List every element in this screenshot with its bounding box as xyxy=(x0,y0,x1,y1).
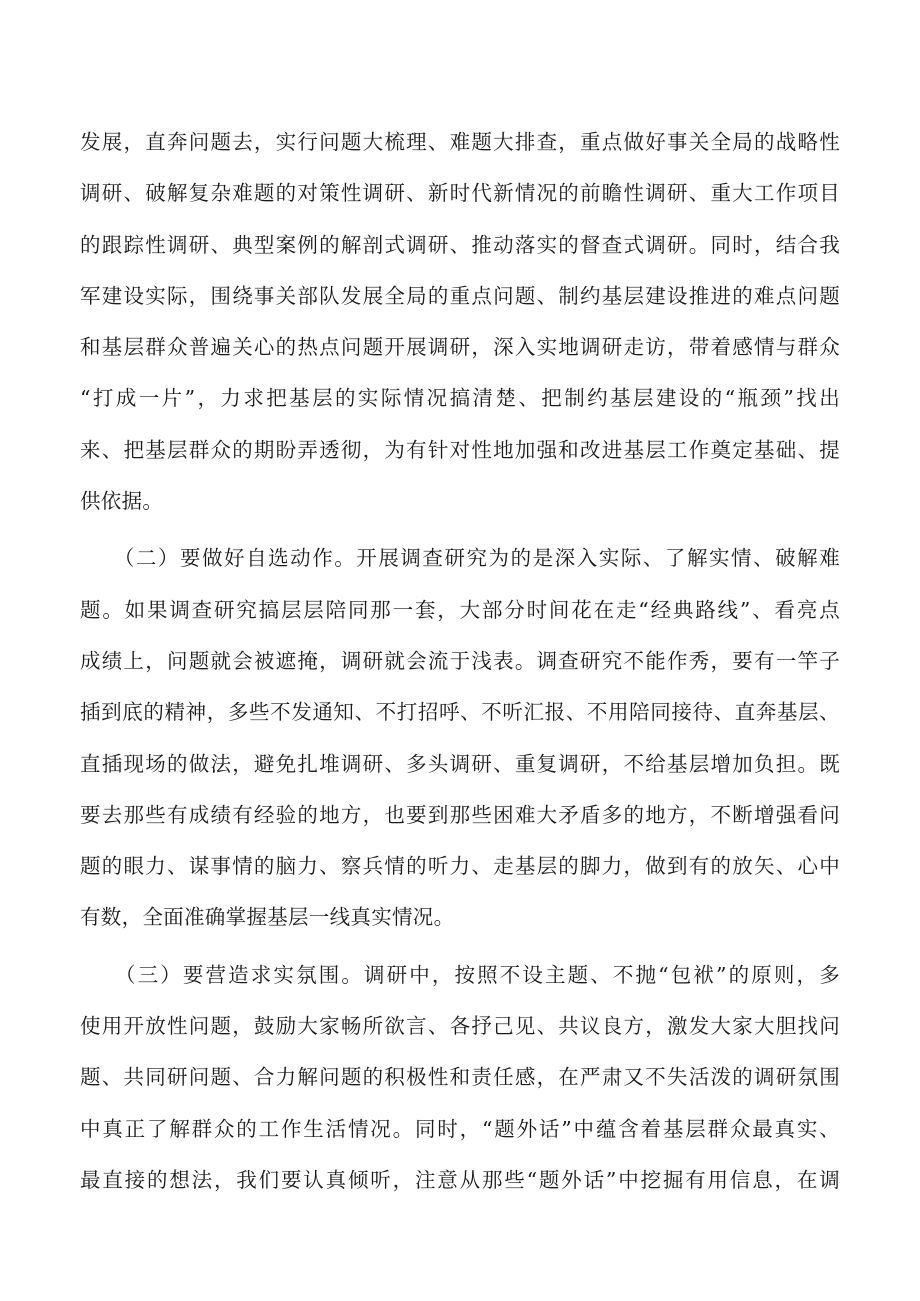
text-line: 和基层群众普遍关心的热点问题开展调研，深入实地调研走访，带着感情与群众 xyxy=(80,335,840,360)
text-line: “打成一片”，力求把基层的实际情况搞清楚、把制约基层建设的“瓶颈”找出 xyxy=(80,386,840,411)
text-line: 使用开放性问题，鼓励大家畅所欲言、各抒己见、共议良方，激发大家大胆找问 xyxy=(80,1014,840,1039)
text-line: 题。如果调查研究搞层层陪同那一套，大部分时间花在走“经典路线”、看亮点 xyxy=(80,597,840,622)
text-line: 有数，全面准确掌握基层一线真实情况。 xyxy=(80,905,455,930)
text-line: （三）要营造求实氛围。调研中，按照不设主题、不抛“包袱”的原则，多 xyxy=(80,962,840,987)
paragraph-1 xyxy=(80,121,840,531)
text-line: 中真正了解群众的工作生活情况。同时，“题外话”中蕴含着基层群众最真实、 xyxy=(80,1116,840,1141)
text-line: 调研、破解复杂难题的对策性调研、新时代新情况的前瞻性调研、重大工作项目 xyxy=(80,181,840,206)
document-body xyxy=(80,121,840,1210)
text-line: 最直接的想法，我们要认真倾听，注意从那些“题外话”中挖掘有用信息，在调 xyxy=(80,1167,840,1192)
text-line: 供依据。 xyxy=(80,489,164,514)
text-line: 题、共同研问题、合力解问题的积极性和责任感，在严肃又不失活泼的调研氛围 xyxy=(80,1065,840,1090)
text-line: 的跟踪性调研、典型案例的解剖式调研、推动落实的督查式调研。同时，结合我 xyxy=(80,232,840,257)
text-line: 来、把基层群众的期盼弄透彻，为有针对性地加强和改进基层工作奠定基础、提 xyxy=(80,437,840,462)
text-line: 直插现场的做法，避免扎堆调研、多头调研、重复调研，不给基层增加负担。既 xyxy=(80,751,840,776)
paragraph-2 xyxy=(80,537,840,947)
text-line: 插到底的精神，多些不发通知、不打招呼、不听汇报、不用陪同接待、直奔基层、 xyxy=(80,700,840,725)
text-line: 成绩上，问题就会被遮掩，调研就会流于浅表。调查研究不能作秀，要有一竿子 xyxy=(80,648,840,673)
paragraph-3 xyxy=(80,954,840,1210)
text-line: 题的眼力、谋事情的脑力、察兵情的听力、走基层的脚力，做到有的放矢、心中 xyxy=(80,854,840,879)
text-line: （二）要做好自选动作。开展调查研究为的是深入实际、了解实情、破解难 xyxy=(80,546,840,571)
text-line: 军建设实际，围绕事关部队发展全局的重点问题、制约基层建设推进的难点问题 xyxy=(80,283,840,308)
text-line: 发展，直奔问题去，实行问题大梳理、难题大排查，重点做好事关全局的战略性 xyxy=(80,130,840,154)
text-line: 要去那些有成绩有经验的地方，也要到那些困难大矛盾多的地方，不断增强看问 xyxy=(80,802,840,827)
